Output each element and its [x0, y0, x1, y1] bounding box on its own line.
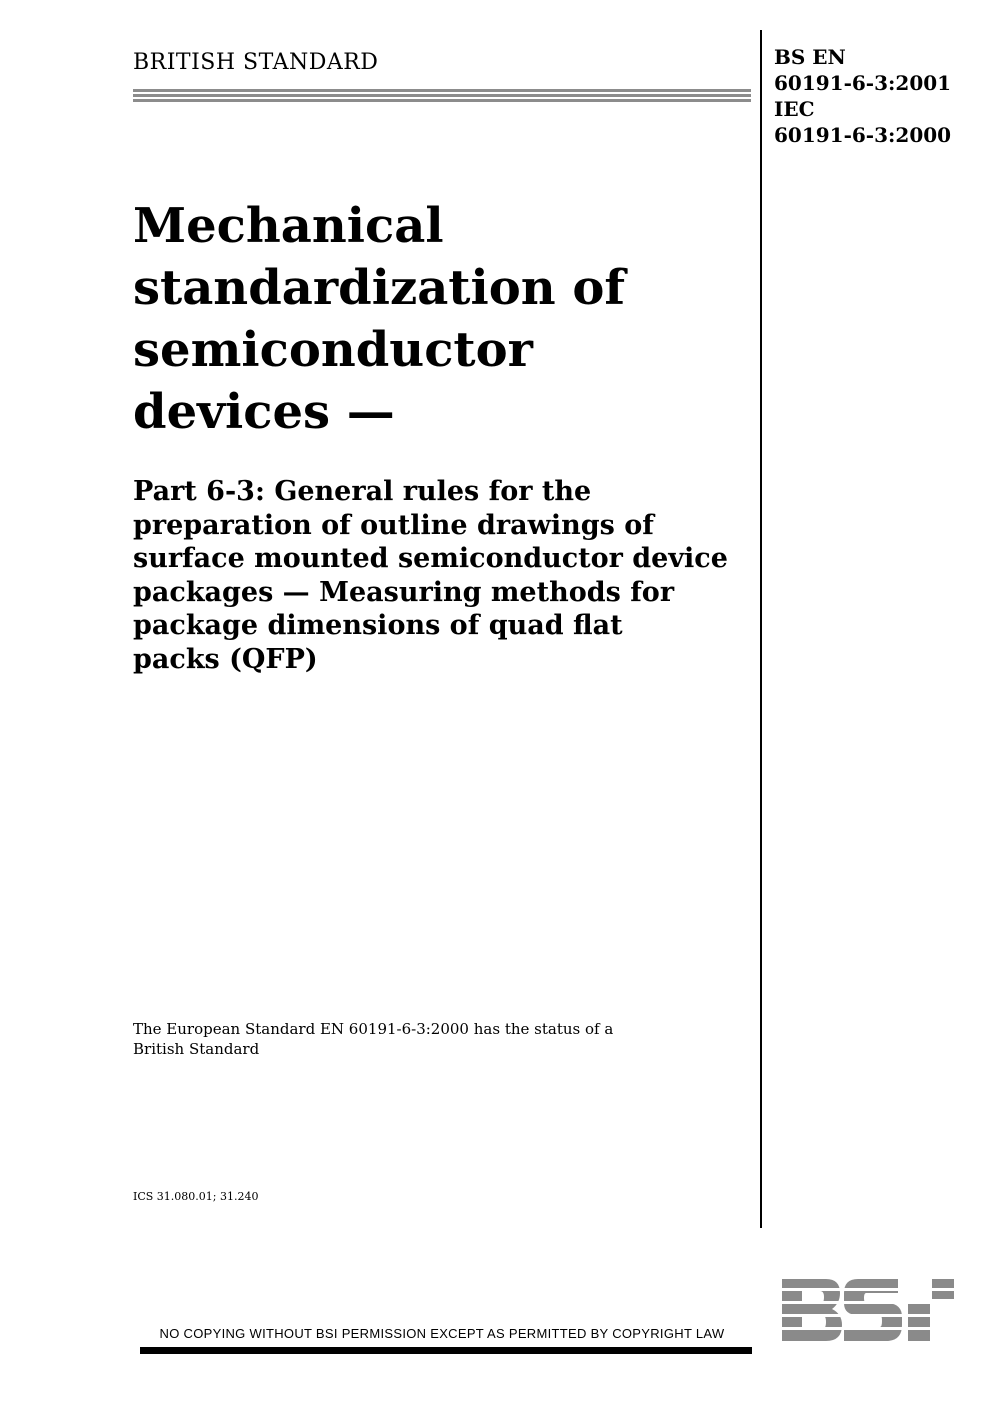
ics-codes: ICS 31.080.01; 31.240 [133, 1190, 259, 1203]
standard-number-line: IEC [774, 97, 815, 121]
document-type-label: BRITISH STANDARD [133, 50, 379, 75]
standard-number-line: BS EN [774, 45, 846, 69]
standard-number-line: 60191-6-3:2001 [774, 71, 952, 95]
standard-numbers [774, 44, 951, 148]
title-line: standardization of [133, 260, 625, 316]
title-line: semiconductor [133, 322, 533, 378]
status-statement [133, 1019, 693, 1059]
subtitle-line: packages — Measuring methods for [133, 576, 675, 608]
bsi-logo [780, 1277, 956, 1343]
copyright-notice: NO COPYING WITHOUT BSI PERMISSION EXCEPT AS PERMITTED BY COPYRIGHT LAW [159, 1326, 725, 1341]
header-rule [133, 89, 751, 92]
logo-letter-b [782, 1279, 842, 1341]
status-line: The European Standard EN 60191-6-3:2000 has the status of a [133, 1020, 614, 1038]
logo-letters [782, 1279, 954, 1341]
standard-number-line: 60191-6-3:2000 [774, 123, 952, 147]
subtitle-line: Part 6-3: General rules for the [133, 476, 592, 507]
title-line: Mechanical [133, 198, 444, 254]
subtitle-line: preparation of outline drawings of [133, 509, 654, 541]
logo-letter-i [908, 1303, 930, 1341]
header-rule [133, 94, 751, 97]
status-line: British Standard [133, 1040, 260, 1058]
title-line: devices — [133, 384, 395, 440]
subtitle-line: packs (QFP) [133, 643, 318, 675]
header-rule [133, 99, 751, 102]
subtitle-line: package dimensions of quad flat [133, 610, 623, 641]
logo-letter-i-dot [932, 1279, 954, 1299]
subtitle-line: surface mounted semiconductor device [133, 543, 728, 574]
main-title [133, 195, 743, 443]
vertical-divider [760, 30, 762, 1228]
footer-rule [140, 1347, 752, 1354]
subtitle [133, 475, 748, 676]
logo-letter-s [844, 1279, 902, 1341]
